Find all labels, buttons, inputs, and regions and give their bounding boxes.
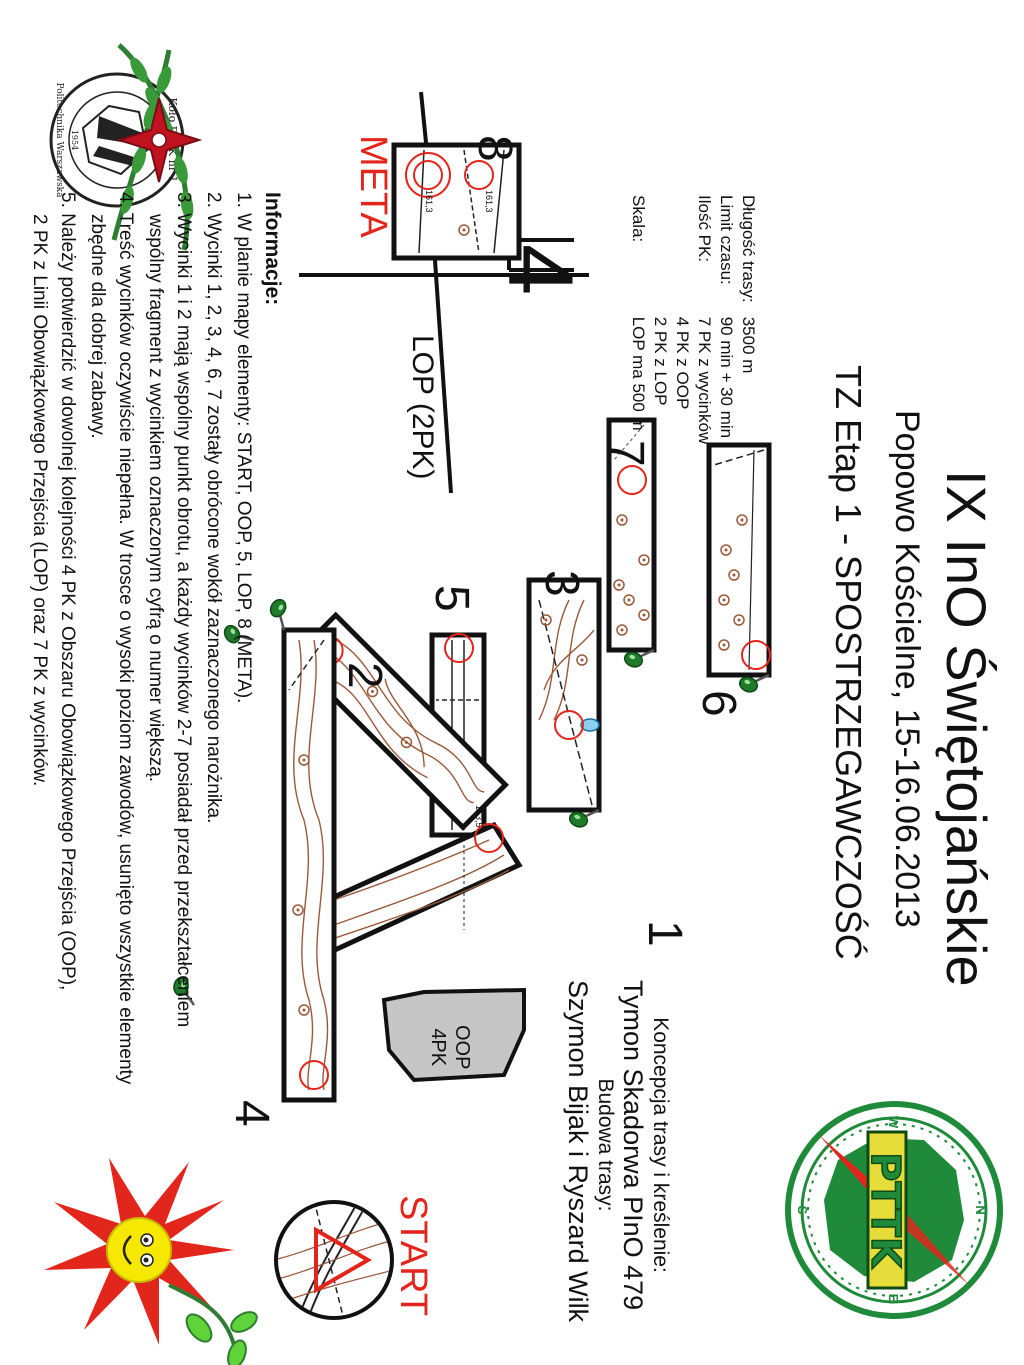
excerpt-number-3: 3	[535, 570, 588, 597]
info-block	[28, 192, 284, 1084]
lop-label: LOP (2PK)	[406, 335, 439, 480]
svg-text:E: E	[886, 1293, 901, 1303]
info-heading: Informacje:	[261, 192, 284, 306]
excerpt-number-1: 1	[638, 920, 691, 947]
excerpt-number-7: 7	[600, 440, 653, 467]
excerpt-number-4: 4	[225, 1100, 278, 1127]
meta-label: META	[352, 135, 394, 238]
svg-text:N: N	[973, 1205, 988, 1215]
excerpt-8	[394, 145, 519, 258]
excerpt-number-5: 5	[425, 585, 478, 612]
info-line: 3. Wycinki 1 i 2 mają wspólny punkt obrotu, a każdy wycinków 2-7 posiadał przed przekształceniem	[173, 192, 194, 1028]
param-row: Skala: LOP ma 500 m	[629, 195, 648, 431]
info-line: zbędne dla dobrej zabawy.	[87, 214, 108, 439]
excerpt-number-6: 6	[692, 690, 745, 717]
build-names: Szymon Bijak i Ryszard Wilk	[563, 980, 593, 1323]
start-label: START	[392, 1195, 434, 1317]
param-row: Limit czasu: 90 min + 30 min	[717, 195, 736, 439]
info-line: 1. W planie mapy elementy: START, OOP, 5, LOP, 8 (META).	[233, 192, 254, 704]
param-row: Długość trasy: 3500 m	[739, 195, 758, 374]
info-line: 2. Wycinki 1, 2, 3, 4, 6, 7 zostały obrócone wokół zaznaczonego narożnika.	[203, 192, 224, 824]
svg-text:W: W	[886, 1115, 901, 1129]
param-row: 2 PK z LOP	[651, 316, 670, 406]
start-symbol	[274, 1190, 394, 1330]
pttk-logo	[788, 1104, 1000, 1316]
param-row: 4 PK z OOP	[673, 316, 692, 410]
seal-bottom-text: Politechnika Warszawska	[54, 82, 64, 198]
concept-name: Tymon Skadorwa PInO 479	[618, 980, 648, 1311]
spot-height: 161,3	[424, 190, 434, 213]
spot-height: 163,5	[474, 805, 484, 828]
excerpt-number-2: 2	[338, 662, 391, 689]
build-label: Budowa trasy:	[594, 1078, 617, 1212]
info-line: 2 PK z Linii Obowiązkowego Przejścia (LOP) oraz 7 PK z wycinków.	[29, 214, 50, 787]
excerpt-6	[709, 445, 770, 697]
page-title: IX InO Świętojańskie	[935, 470, 998, 987]
pttk-letters: PTTK	[862, 1152, 908, 1268]
info-line: 5. Należy potwierdzić w dowolnej kolejności 4 PK z Obszaru Obowiązkowego Przejścia (OOP),	[57, 192, 78, 991]
oop-label: OOP 4PK	[427, 1025, 473, 1070]
spot-height: 161,3	[484, 190, 494, 213]
info-line: 4. Treść wycinków oczywiście niepełna. W trosce o wysoki poziom zawodów, usunięto wszystkie elementy	[115, 192, 136, 1085]
sun-smiley-icon	[44, 1158, 260, 1365]
page-subtitle: Popowo Kościelne, 15-16.06.2013	[888, 410, 926, 928]
route-parameters	[627, 195, 759, 458]
big-four-label: 4	[489, 244, 591, 296]
excerpt-number-8: 8	[468, 135, 521, 162]
svg-text:S: S	[795, 1205, 810, 1215]
param-row: Ilość PK: 7 PK z wycinków	[695, 195, 714, 445]
concept-label: Koncepcja trasy i kreślenie:	[649, 1017, 672, 1273]
info-line: wspólny fragment z wycinkiem oznaczonym cyfrą o numer większą.	[145, 214, 166, 783]
seal-year: 1954	[70, 129, 79, 151]
stage-title: TZ Etap 1 - SPOSTRZEGAWCZOŚĆ	[828, 365, 869, 960]
credits-block	[562, 980, 672, 1323]
excerpt-3	[529, 580, 599, 832]
